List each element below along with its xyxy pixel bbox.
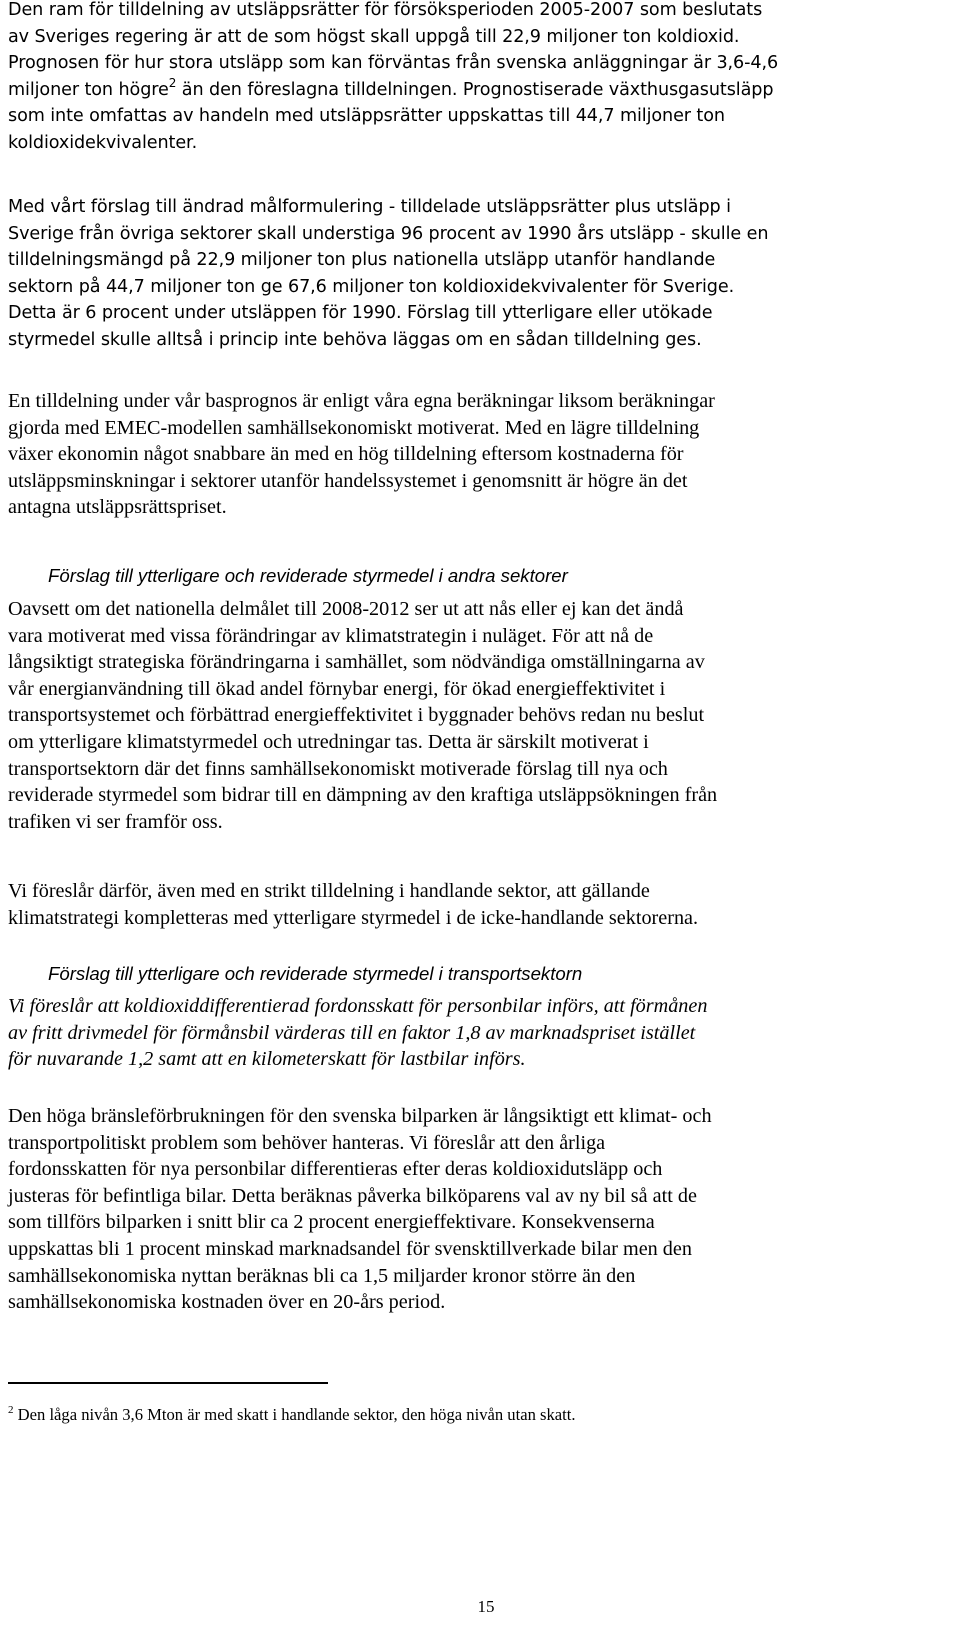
text-line: om ytterligare klimatstyrmedel och utredningar tas. Detta är särskilt motiverat i — [8, 730, 649, 753]
text-fragment: miljoner ton högre — [8, 79, 169, 100]
text-line: som inte omfattas av handeln med utsläppsrätter uppskattas till 44,7 miljoner ton — [8, 106, 725, 127]
text-line: klimatstrategi kompletteras med ytterligare styrmedel i de icke-handlande sektorerna. — [8, 906, 699, 929]
text-line: tilldelningsmängd på 22,9 miljoner ton plus nationella utsläpp utanför handlande — [8, 250, 716, 271]
text-line: Prognosen för hur stora utsläpp som kan förväntas från svenska anläggningar är 3,6-4,6 — [8, 53, 779, 74]
text-line: av Sveriges regering är att de som högst skall uppgå till 22,9 miljoner ton koldioxid. — [8, 26, 740, 47]
text-line: Den höga bränsleförbrukningen för den svenska bilparken är långsiktigt ett klimat- och — [8, 1105, 712, 1127]
text-line: som tillförs bilparken i snitt blir ca 2 procent energieffektivare. Konsekvenserna — [8, 1211, 655, 1234]
text-line: justeras för befintliga bilar. Detta beräknas påverka bilköparens val av ny bil så att de — [8, 1184, 697, 1207]
text-line: Detta är 6 procent under utsläppen för 1990. Förslag till ytterligare eller utökade — [8, 303, 713, 324]
text-line: koldioxidekvivalenter. — [8, 132, 198, 153]
text-line — [8, 77, 956, 104]
text-line: styrmedel skulle alltså i princip inte behöva läggas om en sådan tilldelning ges. — [8, 329, 702, 350]
footnote-marker: 2 — [8, 1404, 14, 1416]
text-line: uppskattas bli 1 procent minskad marknadsandel för svensktillverkade bilar men den — [8, 1237, 692, 1260]
paragraph-target-proposal — [8, 194, 956, 354]
text-line: Med vårt förslag till ändrad målformulering - tilldelade utsläppsrätter plus utsläpp i — [8, 197, 731, 217]
text-line: samhällsekonomiska kostnaden över en 20-års period. — [8, 1291, 446, 1314]
text-line: utsläppsminskningar i sektorer utanför handelssystemet i genomsnitt är högre än det — [8, 469, 688, 492]
section-heading: Förslag till ytterligare och reviderade styrmedel i andra sektorer — [48, 565, 568, 586]
text-line: Vi föreslår därför, även med en strikt tilldelning i handlande sektor, att gällande — [8, 880, 650, 902]
text-line: Oavsett om det nationella delmålet till 2008-2012 ser ut att nås eller ej kan det ändå — [8, 598, 684, 620]
text-line: trafiken vi ser framför oss. — [8, 810, 223, 833]
text-line: för nuvarande 1,2 samt att en kilometerskatt för lastbilar införs. — [8, 1048, 526, 1071]
text-line: långsiktigt strategiska förändringarna i samhället, som nödvändiga omställningarna av — [8, 651, 705, 674]
text-line: transportsystemet och förbättrad energieffektivitet i byggnader behövs redan nu beslut — [8, 704, 705, 727]
text-line: Vi föreslår att koldioxiddifferentierad fordonsskatt för personbilar införs, att förmånen — [8, 995, 708, 1017]
text-line: reviderade styrmedel som bidrar till en dämpning av den kraftiga utsläppsökningen från — [8, 784, 718, 807]
footnote — [8, 1405, 576, 1425]
text-line: Sverige från övriga sektorer skall understiga 96 procent av 1990 års utsläpp - skulle en — [8, 223, 769, 244]
paragraph-fuel-consumption — [8, 1103, 956, 1316]
text-line: Den ram för tilldelning av utsläppsrätter för försöksperioden 2005-2007 som beslutats — [8, 0, 763, 20]
text-fragment: än den föreslagna tilldelningen. Prognostiserade växthusgasutsläpp — [176, 79, 774, 100]
page-number — [0, 1597, 960, 1617]
text-line: En tilldelning under vår basprognos är enligt våra egna beräkningar liksom beräkningar — [8, 390, 715, 412]
paragraph-climate-strategy — [8, 596, 956, 835]
text-line: transportsektorn där det finns samhällsekonomiskt motiverade förslag till nya och — [8, 757, 668, 780]
paragraph-base-forecast — [8, 388, 956, 521]
footnote-reference: 2 — [168, 75, 177, 90]
text-line: sektorn på 44,7 miljoner ton ge 67,6 miljoner ton koldioxidekvivalenter för Sverige. — [8, 276, 735, 297]
text-line: vår energianvändning till ökad andel förnybar energi, för ökad energieffektivitet i — [8, 677, 666, 700]
section-heading: Förslag till ytterligare och reviderade styrmedel i transportsektorn — [48, 963, 583, 984]
text-line: vara motiverat med vissa förändringar av klimatstrategin i nuläget. För att nå de — [8, 624, 654, 647]
text-line: växer ekonomin något snabbare än med en hög tilldelning eftersom kostnaderna för — [8, 443, 684, 466]
text-line: gjorda med EMEC-modellen samhällsekonomiskt motiverat. Med en lägre tilldelning — [8, 416, 700, 439]
text-line: transportpolitiskt problem som behöver hanteras. Vi föreslår att den årliga — [8, 1131, 606, 1154]
footnote-text: Den låga nivån 3,6 Mton är med skatt i handlande sektor, den höga nivån utan skatt. — [17, 1405, 576, 1424]
text-line: samhällsekonomiska nyttan beräknas bli ca 1,5 miljarder kronor större än den — [8, 1264, 636, 1287]
paragraph-italic-proposal — [8, 993, 956, 1073]
footnote-separator — [8, 1382, 328, 1384]
paragraph-proposal — [8, 878, 956, 931]
page-number-text: 15 — [477, 1597, 495, 1616]
paragraph-allocation-frame — [8, 0, 956, 157]
text-line: fordonsskatten för nya personbilar differentieras efter deras koldioxidutsläpp och — [8, 1158, 663, 1181]
text-line: av fritt drivmedel för förmånsbil värderas till en faktor 1,8 av marknadspriset istället — [8, 1021, 696, 1044]
text-line: antagna utsläppsrättspriset. — [8, 496, 227, 519]
